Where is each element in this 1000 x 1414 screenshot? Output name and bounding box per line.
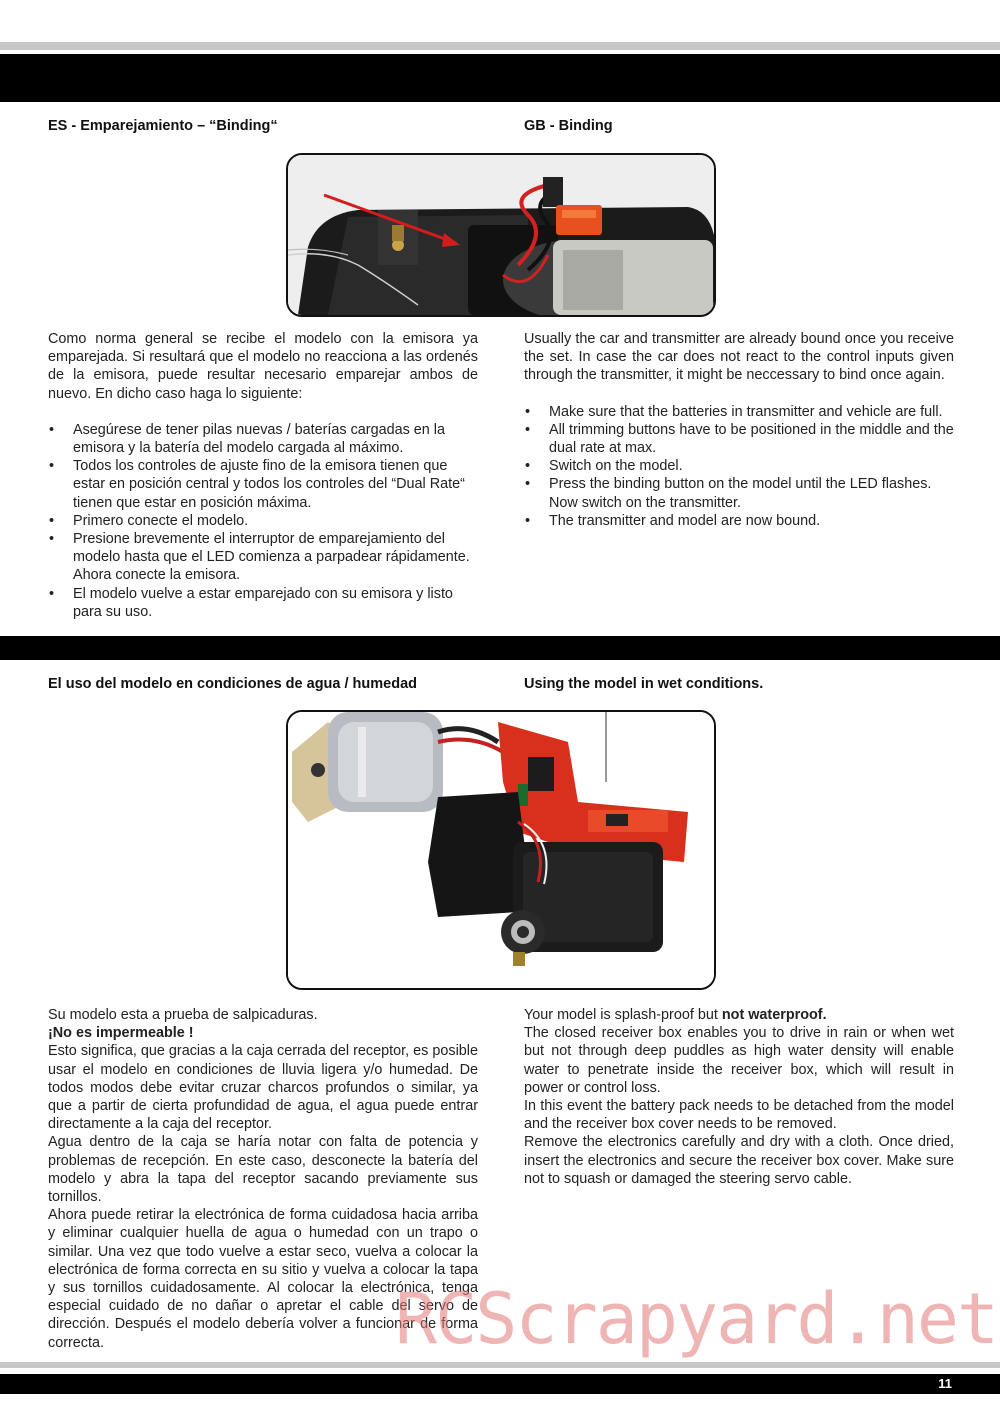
header-bar <box>0 54 1000 102</box>
list-item: • Primero conecte el modelo. <box>48 512 478 530</box>
es-binding-intro: Como norma general se recibe el modelo con la emisora ya emparejada. Si resultará que el modelo no reacciona a las ordenés de la emisora, puede resultar necesario emparejar ambos de nuevo. En dicho caso haga lo siguiente: <box>48 331 478 402</box>
es-wet-column <box>48 1006 478 1352</box>
gb-wet-p1-bold: not waterproof. <box>721 1007 827 1023</box>
gb-binding-heading: GB - Binding <box>524 118 613 134</box>
list-item: • Asegúrese de tener pilas nuevas / baterías cargadas en la emisora y la batería del modelo cargada al máximo. <box>48 421 478 457</box>
es-wet-p3: Esto significa, que gracias a la caja cerrada del receptor, es posible usar el modelo en condiciones de lluvia ligera y/o humedad. De todos modos debe evitar cruzar charcos profundos o similar, ya que a partir de cierta profundidad de agua, el agua puede entrar directamente a la caja del receptor. <box>48 1043 478 1133</box>
gb-wet-p1 <box>524 1006 954 1024</box>
es-wet-p1: Su modelo esta a prueba de salpicaduras. <box>48 1007 318 1023</box>
page-number: 11 <box>938 1376 952 1391</box>
gb-wet-p3: In this event the battery pack needs to be detached from the model and the receiver box cover needs to be removed. <box>524 1098 954 1133</box>
gb-wet-p4: Remove the electronics carefully and dry with a cloth. Once dried, insert the electronics and secure the receiver box cover. Make sure not to squash or damaged the steering servo cable. <box>524 1134 954 1187</box>
footer-bar <box>0 1374 1000 1394</box>
list-item: • Presione brevemente el interruptor de emparejamiento del modelo hasta que el LED comienza a parpadear rápidamente. Ahora conecte la emisora. <box>48 530 478 585</box>
section-divider-bar <box>0 636 1000 660</box>
list-item: • El modelo vuelve a estar emparejado con su emisora y listo para su uso. <box>48 585 478 621</box>
es-binding-column <box>48 330 478 621</box>
es-binding-heading: ES - Emparejamiento – “Binding“ <box>48 118 278 134</box>
es-wet-p4: Agua dentro de la caja se haría notar con falta de potencia y problemas de recepción. En este caso, desconecte la batería del modelo y abra la tapa del receptor sacando previamente sus tornillos. <box>48 1134 478 1206</box>
gb-binding-list <box>524 403 954 530</box>
gb-binding-intro: Usually the car and transmitter are already bound once you receive the set. In case the car does not react to the control inputs given through the transmitter, it might be neccessary to bind once again. <box>524 331 954 384</box>
top-rule <box>0 42 1000 50</box>
gb-wet-column <box>524 1006 954 1188</box>
es-binding-list <box>48 421 478 621</box>
gb-wet-p2: The closed receiver box enables you to drive in rain or when wet but not through deep puddles as high water density will enable water to penetrate inside the receiver box, which will result in power or control loss. <box>524 1025 954 1096</box>
bottom-rule <box>0 1362 1000 1368</box>
list-item: • Switch on the model. <box>524 457 954 475</box>
list-item: • Todos los controles de ajuste fino de la emisora tienen que estar en posición central y todos los controles del “Dual Rate“ tienen que estar en posición máxima. <box>48 457 478 512</box>
list-item: • Make sure that the batteries in transmitter and vehicle are full. <box>524 403 954 421</box>
gb-wet-p1-plain: Your model is splash-proof but <box>524 1007 722 1023</box>
list-item: • Press the binding button on the model until the LED flashes. Now switch on the transmitter. <box>524 475 954 511</box>
gb-wet-heading: Using the model in wet conditions. <box>524 676 764 692</box>
es-wet-p2: ¡No es impermeable ! <box>48 1025 194 1042</box>
receiver-binding-photo <box>286 153 716 317</box>
watermark: RCScrapyard.net <box>395 1278 998 1360</box>
es-wet-heading: El uso del modelo en condiciones de agua / humedad <box>48 676 418 692</box>
list-item: • The transmitter and model are now bound. <box>524 512 954 530</box>
es-wet-p5: Ahora puede retirar la electrónica de forma cuidadosa hacia arriba y eliminar cualquier huella de agua o humedad con un trapo o similar. Una vez que todo vuelve a estar seco, vuelva a colocar la electrónica de forma correcta en su sitio y vuelva a colocar la tapa y sus tornillos cuidadosamente. Al colocar la electrónica, tenga especial cuidado de no dañar o apretar el cable del servo de dirección. Después el modelo debería volver a funcionar de forma correcta. <box>48 1207 478 1351</box>
list-item: • All trimming buttons have to be positioned in the middle and the dual rate at max. <box>524 421 954 457</box>
gb-binding-column <box>524 330 954 530</box>
electronics-assembly-photo <box>286 710 716 990</box>
